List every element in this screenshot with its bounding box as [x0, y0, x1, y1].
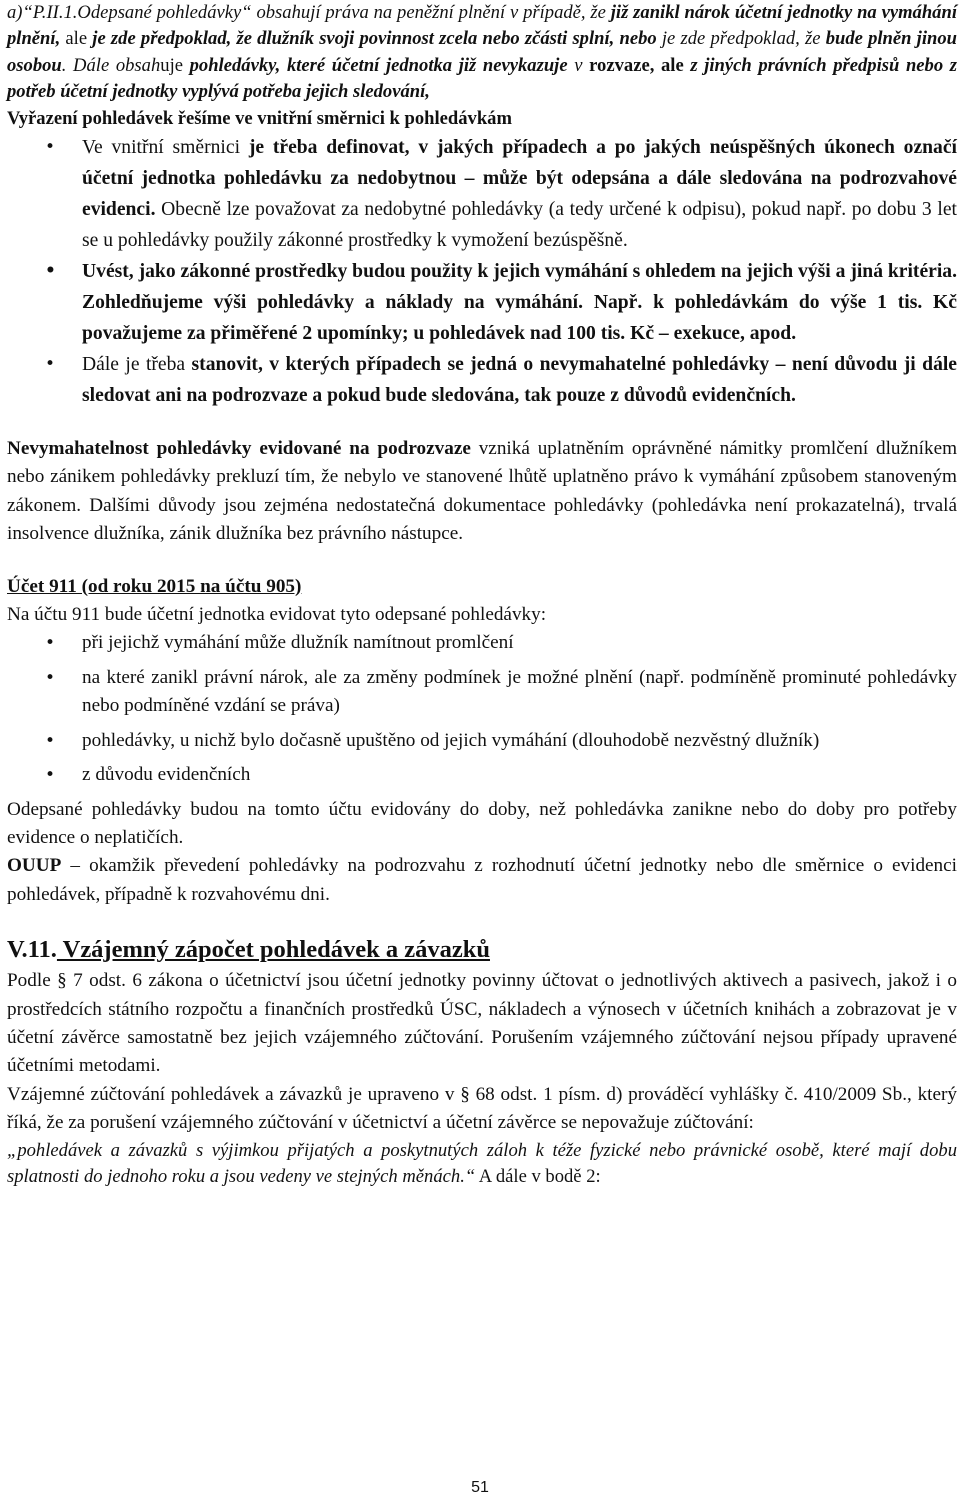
directive-list — [7, 132, 957, 411]
list-item: • Uvést, jako zákonné prostředky budou použity k jejich vymáhání s ohledem na jejich výši a jiná kritéria. Zohledňujeme výši pohledávky a náklady na vymáhání. Např. k pohledávkám do výše 1 tis. Kč považujeme za přiměřené 2 upomínky; u pohledávek nad 100 tis. Kč – exekuce, apod. — [7, 256, 957, 349]
quote-paragraph: „pohledávek a závazků s výjimkou přijatých a poskytnutých záloh k téže fyzické nebo právnické osobě, které mají dobu splatnosti do jednoho roku a jsou vedeny ve stejných měnách.“ A dále v bodě 2: — [7, 1139, 957, 1187]
written-off-paragraph: Odepsané pohledávky budou na tomto účtu evidovány do doby, než pohledávka zanikne nebo do doby pro potřeby evidence o neplatičích. — [7, 798, 957, 848]
list-item: • na které zanikl právní nárok, ale za změny podmínek je možné plnění (např. podmíněně prominuté pohledávky nebo podmíněné vzdání se práva) — [7, 664, 957, 721]
intro-paragraph: a)“P.II.1.Odepsané pohledávky“ obsahují práva na peněžní plnění v případě, že již zanikl nárok účetní jednotky na vymáhání plnění, ale je zde předpoklad, že dlužník svoji povinnost zcela nebo zčásti splní, nebo je zde předpoklad, že bude plněn jinou osobou. Dále obsahuje pohledávky, které účetní jednotka již nevykazuje v rozvaze, ale z jiných právních předpisů nebo z potřeb účetní jednotky vyplývá potřeba jejich sledování, — [7, 2, 958, 103]
list-item: • při jejichž vymáhání může dlužník namítnout promlčení — [7, 629, 957, 657]
account-911-heading: Účet 911 (od roku 2015 na účtu 905) — [7, 575, 302, 597]
offset-paragraph: Podle § 7 odst. 6 zákona o účetnictví jsou účetní jednotky povinny účtovat o jednotlivých aktivech a pasivech, jakož i o prostředcích státního rozpočtu a finančních prostředků ÚSC, nákladech a výnosech v účetních knihách a zobrazovat je v účetní závěrce samostatně bez jejich vzájemného zúčtování. Porušením vzájemného zúčtování nejsou případy upravené účetními metodami. — [7, 970, 957, 1077]
unenforceability-paragraph: Nevymahatelnost pohledávky evidované na podrozvaze vzniká uplatněním oprávněné námitky promlčení dlužníkem nebo zánikem pohledávky prekluzí tím, že nebylo ve stanovené lhůtě uplatněno právo k vymáhání způsobem stanoveným zákonem. Dalšími důvody jsou zejména nedostatečná dokumentace pohledávky (pohledávka není prokazatelná), trvalá insolvence dlužníka, zánik dlužníka bez právního nástupce. — [7, 438, 958, 545]
section-heading: V.11. Vzájemný zápočet pohledávek a závazků — [7, 936, 490, 964]
page-number: 51 — [471, 1479, 489, 1496]
list-item: • pohledávky, u nichž bylo dočasně upuštěno od jejich vymáhání (dlouhodobě nezvěstný dlužník) — [7, 727, 957, 755]
list-item: • z důvodu evidenčních — [7, 761, 957, 789]
document-page — [7, 0, 957, 1190]
account-911-list — [7, 629, 957, 789]
list-item: • Ve vnitřní směrnici je třeba definovat, v jakých případech a po jakých neúspěšných úkonech označí účetní jednotka pohledávku za nedobytnou – může být odepsána a dále sledována na podrozvahové evidenci. Obecně lze považovat za nedobytné pohledávky (a tedy určené k odpisu), pokud např. po dobu 3 let se u pohledávky použily zákonné prostředky k vymožení bezúspěšně. — [7, 132, 957, 256]
list-item: • Dále je třeba stanovit, v kterých případech se jedná o nevymahatelné pohledávky – není důvodu ji dále sledovat ani na podrozvaze a pokud bude sledována, tak pouze z důvodů evidenčních. — [7, 349, 957, 411]
directive-heading: Vyřazení pohledávek řešíme ve vnitřní směrnici k pohledávkám — [7, 107, 512, 129]
ouup-paragraph: OUUP – okamžik převedení pohledávky na podrozvahu z rozhodnutí účetní jednotky nebo dle směrnice o evidenci pohledávek, případně k rozvahovému dni. — [7, 855, 957, 905]
decree-paragraph: Vzájemné zúčtování pohledávek a závazků je upraveno v § 68 odst. 1 písm. d) prováděcí vyhlášky č. 410/2009 Sb., který říká, že za porušení vzájemného zúčtování v účetnictví a účetní závěrce se nepovažuje zúčtování: — [7, 1083, 957, 1134]
account-911-intro: Na účtu 911 bude účetní jednotka evidovat tyto odepsané pohledávky: — [7, 604, 547, 626]
